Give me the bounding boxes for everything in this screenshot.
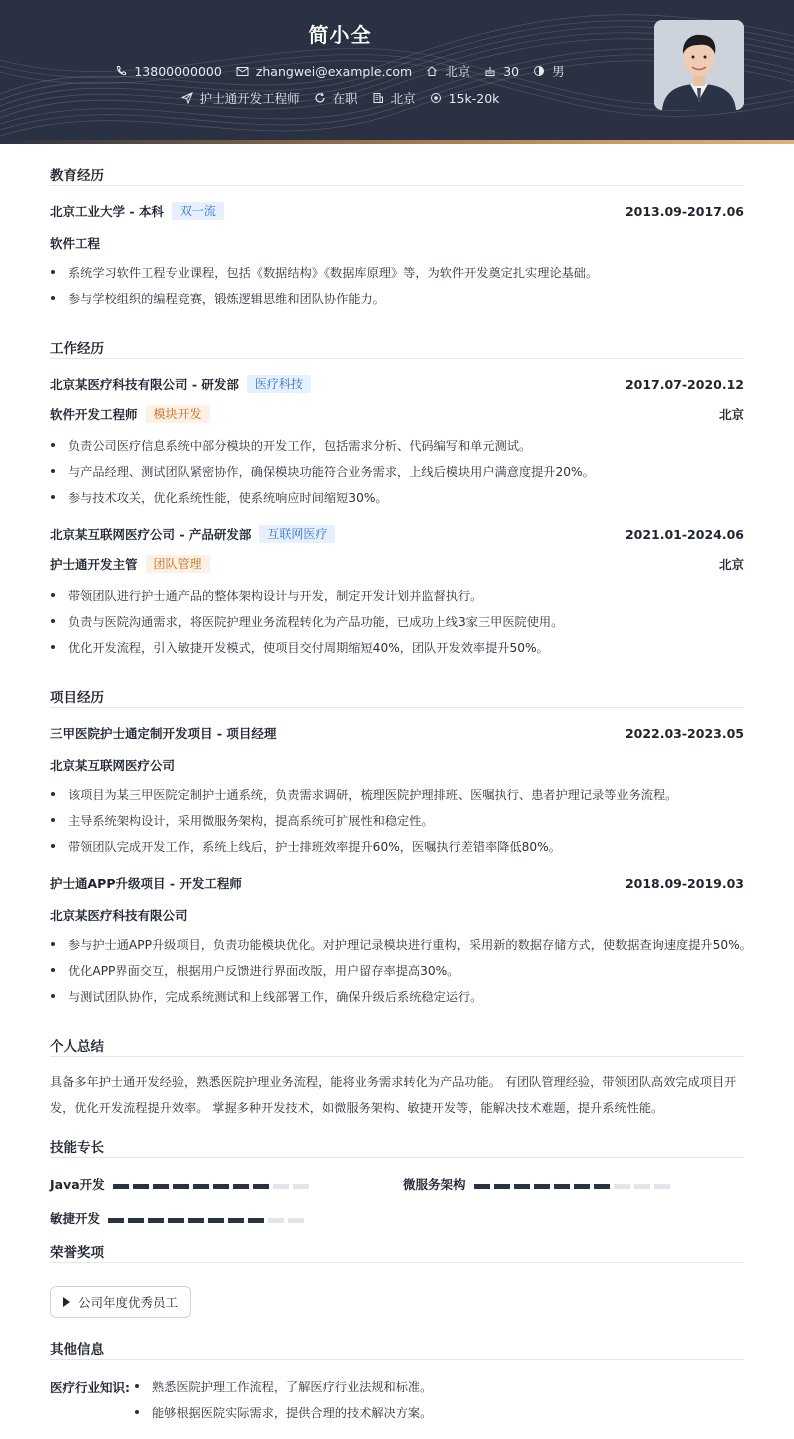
resume-header xyxy=(0,0,794,140)
company-tag: 互联网医疗 xyxy=(259,525,335,543)
skill-level-segment xyxy=(133,1184,149,1189)
skill-level-segment xyxy=(233,1184,249,1189)
phone-icon xyxy=(115,65,127,77)
skill-level-segment xyxy=(554,1184,570,1189)
school-tag: 双一流 xyxy=(172,202,224,220)
list-item: 该项目为某三甲医院定制护士通系统，负责需求调研，梳理医院护理排班、医嘱执行、患者护理记录等业务流程。 xyxy=(50,786,744,803)
age-text: 30 xyxy=(503,63,520,79)
company-tag: 医疗科技 xyxy=(247,375,311,393)
send-icon xyxy=(181,92,193,104)
skills-section xyxy=(50,1136,744,1226)
email-item xyxy=(236,64,412,79)
skill-level-segment xyxy=(108,1218,124,1223)
skill-level-segment xyxy=(113,1184,129,1189)
work-location: 北京 xyxy=(718,407,744,422)
cake-icon xyxy=(484,65,496,77)
skill-level-segment xyxy=(273,1184,289,1189)
skill-level-segment xyxy=(654,1184,670,1189)
target-city-text: 北京 xyxy=(390,91,416,106)
skill-level-segment xyxy=(193,1184,209,1189)
education-major: 软件工程 xyxy=(50,236,101,251)
skill-level-segment xyxy=(494,1184,510,1189)
section-title-work: 工作经历 xyxy=(50,337,744,359)
skill-level-segment xyxy=(188,1218,204,1223)
education-period: 2013.09-2017.06 xyxy=(624,203,744,219)
list-item: 带领团队完成开发工作，系统上线后，护士排班效率提升60%，医嘱执行差错率降低80%。 xyxy=(50,838,744,855)
project-header-row xyxy=(50,874,744,892)
list-item: 参与学校组织的编程竞赛，锻炼逻辑思维和团队协作能力。 xyxy=(50,290,744,307)
skill-level-segment xyxy=(228,1218,244,1223)
profile-photo xyxy=(654,20,744,110)
skill-level-segment xyxy=(173,1184,189,1189)
gender-icon xyxy=(533,65,545,77)
skill-level-segment xyxy=(293,1184,309,1189)
skill-level-segment xyxy=(474,1184,490,1189)
mail-icon xyxy=(236,66,249,77)
work-section xyxy=(50,337,744,655)
list-item: 参与技术攻关，优化系统性能，使系统响应时间缩短30%。 xyxy=(50,489,744,506)
list-item: 负责与医院沟通需求，将医院护理业务流程转化为产品功能，已成功上线3家三甲医院使用。 xyxy=(50,613,744,630)
skill-level-segment xyxy=(148,1218,164,1223)
project-name: 三甲医院护士通定制开发项目 - 项目经理 xyxy=(50,726,277,741)
skill-level-segment xyxy=(153,1184,169,1189)
phone-item xyxy=(115,64,221,79)
home-icon xyxy=(426,65,438,77)
project-period: 2018.09-2019.03 xyxy=(624,875,744,891)
refresh-icon xyxy=(314,92,326,104)
coin-icon xyxy=(430,92,442,104)
gender-text: 男 xyxy=(552,64,565,79)
salary-text: 15k-20k xyxy=(448,90,500,106)
role-tag: 模块开发 xyxy=(146,405,210,423)
list-item: 优化APP界面交互，根据用户反馈进行界面改版，用户留存率提高30%。 xyxy=(50,962,744,979)
work-role-row xyxy=(50,555,744,573)
play-triangle-icon xyxy=(63,1297,70,1307)
project-company: 北京某互联网医疗公司 xyxy=(50,758,176,773)
project-header-row xyxy=(50,724,744,742)
honor-text: 公司年度优秀员工 xyxy=(78,1295,179,1310)
section-title-projects: 项目经历 xyxy=(50,686,744,708)
list-item: 主导系统架构设计，采用微服务架构，提高系统可扩展性和稳定性。 xyxy=(50,812,744,829)
list-item: 负责公司医疗信息系统中部分模块的开发工作，包括需求分析、代码编写和单元测试。 xyxy=(50,437,744,454)
skill-name: 敏捷开发 xyxy=(50,1211,101,1226)
work-period: 2017.07-2020.12 xyxy=(624,376,744,392)
section-title-other: 其他信息 xyxy=(50,1338,744,1360)
list-item: 与产品经理、测试团队紧密协作，确保模块功能符合业务需求，上线后模块用户满意度提升20%。 xyxy=(50,463,744,480)
job-intent-row xyxy=(0,89,680,107)
work-item-header-row xyxy=(50,375,744,393)
list-item: 参与护士通APP升级项目，负责功能模块优化。对护理记录模块进行重构，采用新的数据存储方式，使数据查询速度提升50%。 xyxy=(50,936,744,953)
candidate-name: 简小全 xyxy=(308,23,372,47)
skill-name: Java开发 xyxy=(50,1177,105,1192)
status-item xyxy=(314,89,358,107)
city-text: 北京 xyxy=(445,64,471,79)
work-role-row xyxy=(50,405,744,423)
skill-level-segment xyxy=(248,1218,264,1223)
summary-line-1: 具备多年护士通开发经验，熟悉医院护理业务流程，能将业务需求转化为产品功能。 有团队管理经验，带领团队高效完成项目开 xyxy=(50,1075,737,1089)
company-name: 北京某互联网医疗公司 - 产品研发部 xyxy=(50,527,252,542)
skill-level-segment xyxy=(514,1184,530,1189)
honors-section xyxy=(50,1241,744,1310)
city-item xyxy=(426,62,470,80)
contact-info-row xyxy=(0,62,680,80)
building-icon xyxy=(372,92,384,104)
other-section xyxy=(50,1338,744,1420)
section-title-summary: 个人总结 xyxy=(50,1035,744,1057)
gender-item xyxy=(533,62,565,80)
honor-badge[interactable] xyxy=(50,1286,191,1318)
company-name: 北京某医疗科技有限公司 - 研发部 xyxy=(50,377,239,392)
list-item: 熟悉医院护理工作流程，了解医疗行业法规和标准。 xyxy=(134,1378,734,1395)
skill-level-segment xyxy=(288,1218,304,1223)
email-text: zhangwei@example.com xyxy=(255,63,413,79)
skill-level-segment xyxy=(534,1184,550,1189)
skill-level-segment xyxy=(594,1184,610,1189)
project-period: 2022.03-2023.05 xyxy=(624,725,744,741)
skill-item xyxy=(50,1175,313,1193)
school-name: 北京工业大学 - 本科 xyxy=(50,204,164,219)
education-header-row xyxy=(50,202,744,220)
project-company: 北京某医疗科技有限公司 xyxy=(50,908,188,923)
skill-level-segment xyxy=(268,1218,284,1223)
project-name: 护士通APP升级项目 - 开发工程师 xyxy=(50,876,242,891)
role-name: 护士通开发主管 xyxy=(50,557,138,572)
skill-item xyxy=(50,1209,308,1227)
salary-item xyxy=(430,91,500,106)
age-item xyxy=(484,64,519,79)
header-accent-bar xyxy=(0,140,794,144)
skill-level-bar xyxy=(474,1177,674,1192)
list-item: 能够根据医院实际需求，提供合理的技术解决方案。 xyxy=(134,1404,734,1421)
skill-level-segment xyxy=(574,1184,590,1189)
summary-section xyxy=(50,1035,744,1115)
role-tag: 团队管理 xyxy=(146,555,210,573)
skill-level-segment xyxy=(213,1184,229,1189)
work-period: 2021.01-2024.06 xyxy=(624,526,744,542)
projects-section xyxy=(50,686,752,1004)
skill-name: 微服务架构 xyxy=(403,1177,466,1192)
other-label: 医疗行业知识: xyxy=(50,1380,130,1395)
skill-level-segment xyxy=(253,1184,269,1189)
target-position-item xyxy=(181,89,300,107)
skill-level-segment xyxy=(614,1184,630,1189)
list-item: 带领团队进行护士通产品的整体架构设计与开发，制定开发计划并监督执行。 xyxy=(50,587,744,604)
role-name: 软件开发工程师 xyxy=(50,407,138,422)
target-position-text: 护士通开发工程师 xyxy=(199,91,300,106)
status-text: 在职 xyxy=(332,91,358,106)
education-section xyxy=(50,164,744,306)
skill-level-segment xyxy=(128,1218,144,1223)
section-title-education: 教育经历 xyxy=(50,164,744,186)
skill-level-bar xyxy=(108,1211,308,1226)
skill-level-segment xyxy=(634,1184,650,1189)
skill-level-bar xyxy=(113,1177,313,1192)
list-item: 系统学习软件工程专业课程，包括《数据结构》《数据库原理》等，为软件开发奠定扎实理论基础。 xyxy=(50,264,744,281)
section-title-skills: 技能专长 xyxy=(50,1136,744,1158)
list-item: 与测试团队协作，完成系统测试和上线部署工作，确保升级后系统稳定运行。 xyxy=(50,988,744,1005)
list-item: 优化开发流程，引入敏捷开发模式，使项目交付周期缩短40%，团队开发效率提升50%。 xyxy=(50,639,744,656)
skill-level-segment xyxy=(168,1218,184,1223)
skill-level-segment xyxy=(208,1218,224,1223)
phone-text: 13800000000 xyxy=(134,63,222,79)
avatar-image xyxy=(654,20,744,110)
work-item-header-row xyxy=(50,525,744,543)
summary-line-2: 发，优化开发流程提升效率。 掌握多种开发技术，如微服务架构、敏捷开发等，能解决技术难题，提升系统性能。 xyxy=(50,1101,664,1115)
work-location: 北京 xyxy=(718,557,744,572)
target-city-item xyxy=(372,89,416,107)
section-title-honors: 荣誉奖项 xyxy=(50,1241,744,1263)
skill-item xyxy=(403,1175,674,1193)
